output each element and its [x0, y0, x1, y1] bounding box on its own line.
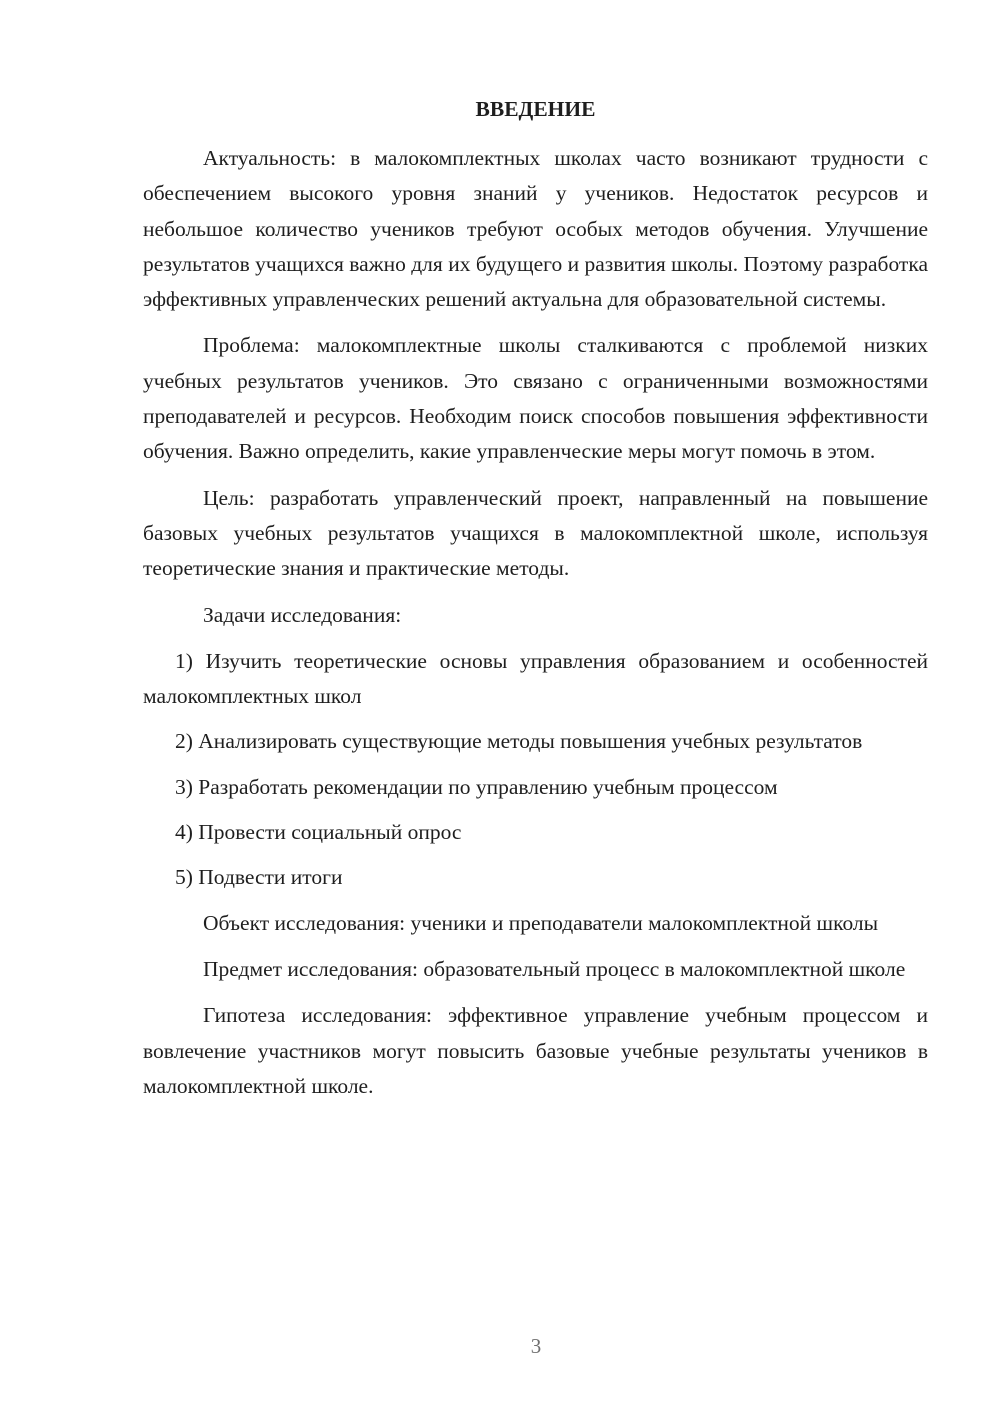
task-item-3: 3) Разработать рекомендации по управлению учебным процессом — [175, 774, 778, 799]
tasks-heading: Задачи исследования: — [203, 602, 402, 627]
task-item-1: 1) Изучить теоретические основы управления образованием и особенностей малокомплектных школ — [143, 648, 928, 709]
task-item-2: 2) Анализировать существующие методы повышения учебных результатов — [175, 729, 863, 754]
problem-paragraph: Проблема: малокомплектные школы сталкиваются с проблемой низких учебных результатов учеников. Это связано с ограниченными возможностями преподавателей и ресурсов. Необходим поиск способов повышения эффективности обучения. Важно определить, какие управленческие меры могут помочь в этом. — [143, 333, 928, 464]
subject-paragraph: Предмет исследования: образовательный процесс в малокомплектной школе — [203, 956, 906, 981]
page-content — [143, 92, 928, 1115]
goal-paragraph: Цель: разработать управленческий проект, направленный на повышение базовых учебных результатов учащихся в малокомплектной школе, используя теоретические знания и практические методы. — [143, 485, 928, 581]
section-title: ВВЕДЕНИЕ — [475, 97, 596, 121]
hypothesis-paragraph: Гипотеза исследования: эффективное управление учебным процессом и вовлечение участников могут повысить базовые учебные результаты учеников в малокомплектной школе. — [143, 1003, 928, 1098]
object-paragraph: Объект исследования: ученики и преподаватели малокомплектной школы — [203, 910, 879, 935]
task-item-4: 4) Провести социальный опрос — [175, 820, 462, 845]
task-item-5: 5) Подвести итоги — [175, 865, 343, 890]
relevance-paragraph: Актуальность: в малокомплектных школах часто возникают трудности с обеспечением высокого уровня знаний у учеников. Недостаток ресурсов и небольшое количество учеников требуют особых методов обучения. Улучшение результатов учащихся важно для их будущего и развития школы. Поэтому разработка эффективных управленческих решений актуальна для образовательной системы. — [143, 146, 928, 312]
page-number: 3 — [530, 1334, 542, 1358]
